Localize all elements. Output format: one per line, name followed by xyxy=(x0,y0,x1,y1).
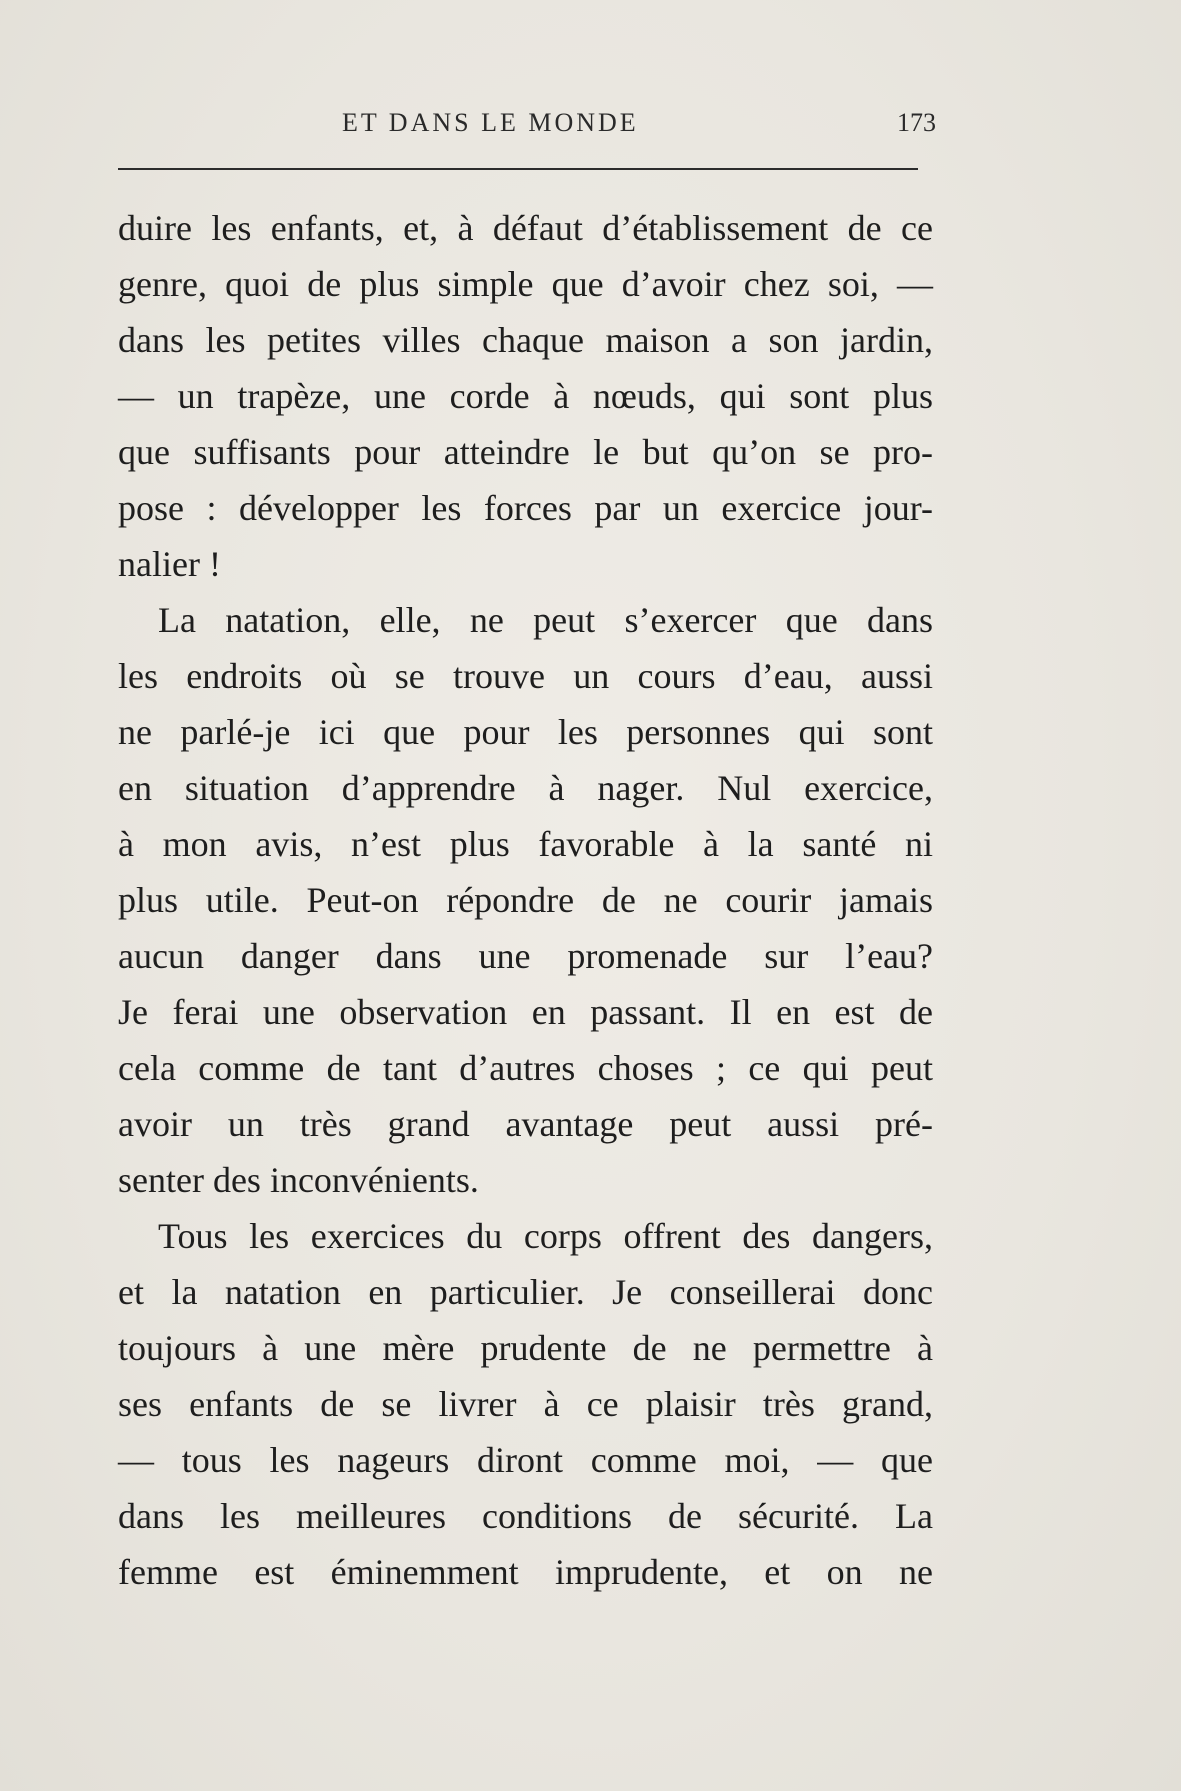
text-line: senter des inconvénients. xyxy=(118,1160,479,1200)
text-line: La natation, elle, ne peut s’exercer que dans xyxy=(158,600,933,640)
text-line: avoir un très grand avantage peut aussi pré- xyxy=(118,1104,933,1144)
text-line: pose : développer les forces par un exercice jour- xyxy=(118,488,933,528)
text-line: dans les meilleures conditions de sécurité. La xyxy=(118,1496,933,1536)
text-line: ne parlé-je ici que pour les personnes qui sont xyxy=(118,712,933,752)
text-line: cela comme de tant d’autres choses ; ce qui peut xyxy=(118,1048,933,1088)
text-line: — tous les nageurs diront comme moi, — que xyxy=(118,1440,933,1480)
text-line: dans les petites villes chaque maison a son jardin, xyxy=(118,320,933,360)
text-line: Tous les exercices du corps offrent des dangers, xyxy=(158,1216,933,1256)
text-line: en situation d’apprendre à nager. Nul exercice, xyxy=(118,768,933,808)
page-number: 173 xyxy=(897,108,936,137)
header-rule xyxy=(118,168,918,170)
text-line: aucun danger dans une promenade sur l’eau? xyxy=(118,936,933,976)
text-line: Je ferai une observation en passant. Il en est de xyxy=(118,992,933,1032)
text-line: duire les enfants, et, à défaut d’établissement de ce xyxy=(118,208,933,248)
text-line: femme est éminemment imprudente, et on ne xyxy=(118,1552,933,1592)
text-line: les endroits où se trouve un cours d’eau, aussi xyxy=(118,656,933,696)
text-line: toujours à une mère prudente de ne permettre à xyxy=(118,1328,933,1368)
body-text xyxy=(118,200,933,1600)
page-header xyxy=(118,108,936,148)
text-line: que suffisants pour atteindre le but qu’on se pro- xyxy=(118,432,933,472)
text-line: genre, quoi de plus simple que d’avoir chez soi, — xyxy=(118,264,933,304)
text-line: et la natation en particulier. Je conseillerai donc xyxy=(118,1272,933,1312)
text-line: nalier ! xyxy=(118,544,221,584)
text-line: ses enfants de se livrer à ce plaisir très grand, xyxy=(118,1384,933,1424)
text-line: à mon avis, n’est plus favorable à la santé ni xyxy=(118,824,933,864)
text-line: plus utile. Peut-on répondre de ne courir jamais xyxy=(118,880,933,920)
text-line: — un trapèze, une corde à nœuds, qui sont plus xyxy=(118,376,933,416)
running-title: ET DANS LE MONDE xyxy=(342,108,639,137)
